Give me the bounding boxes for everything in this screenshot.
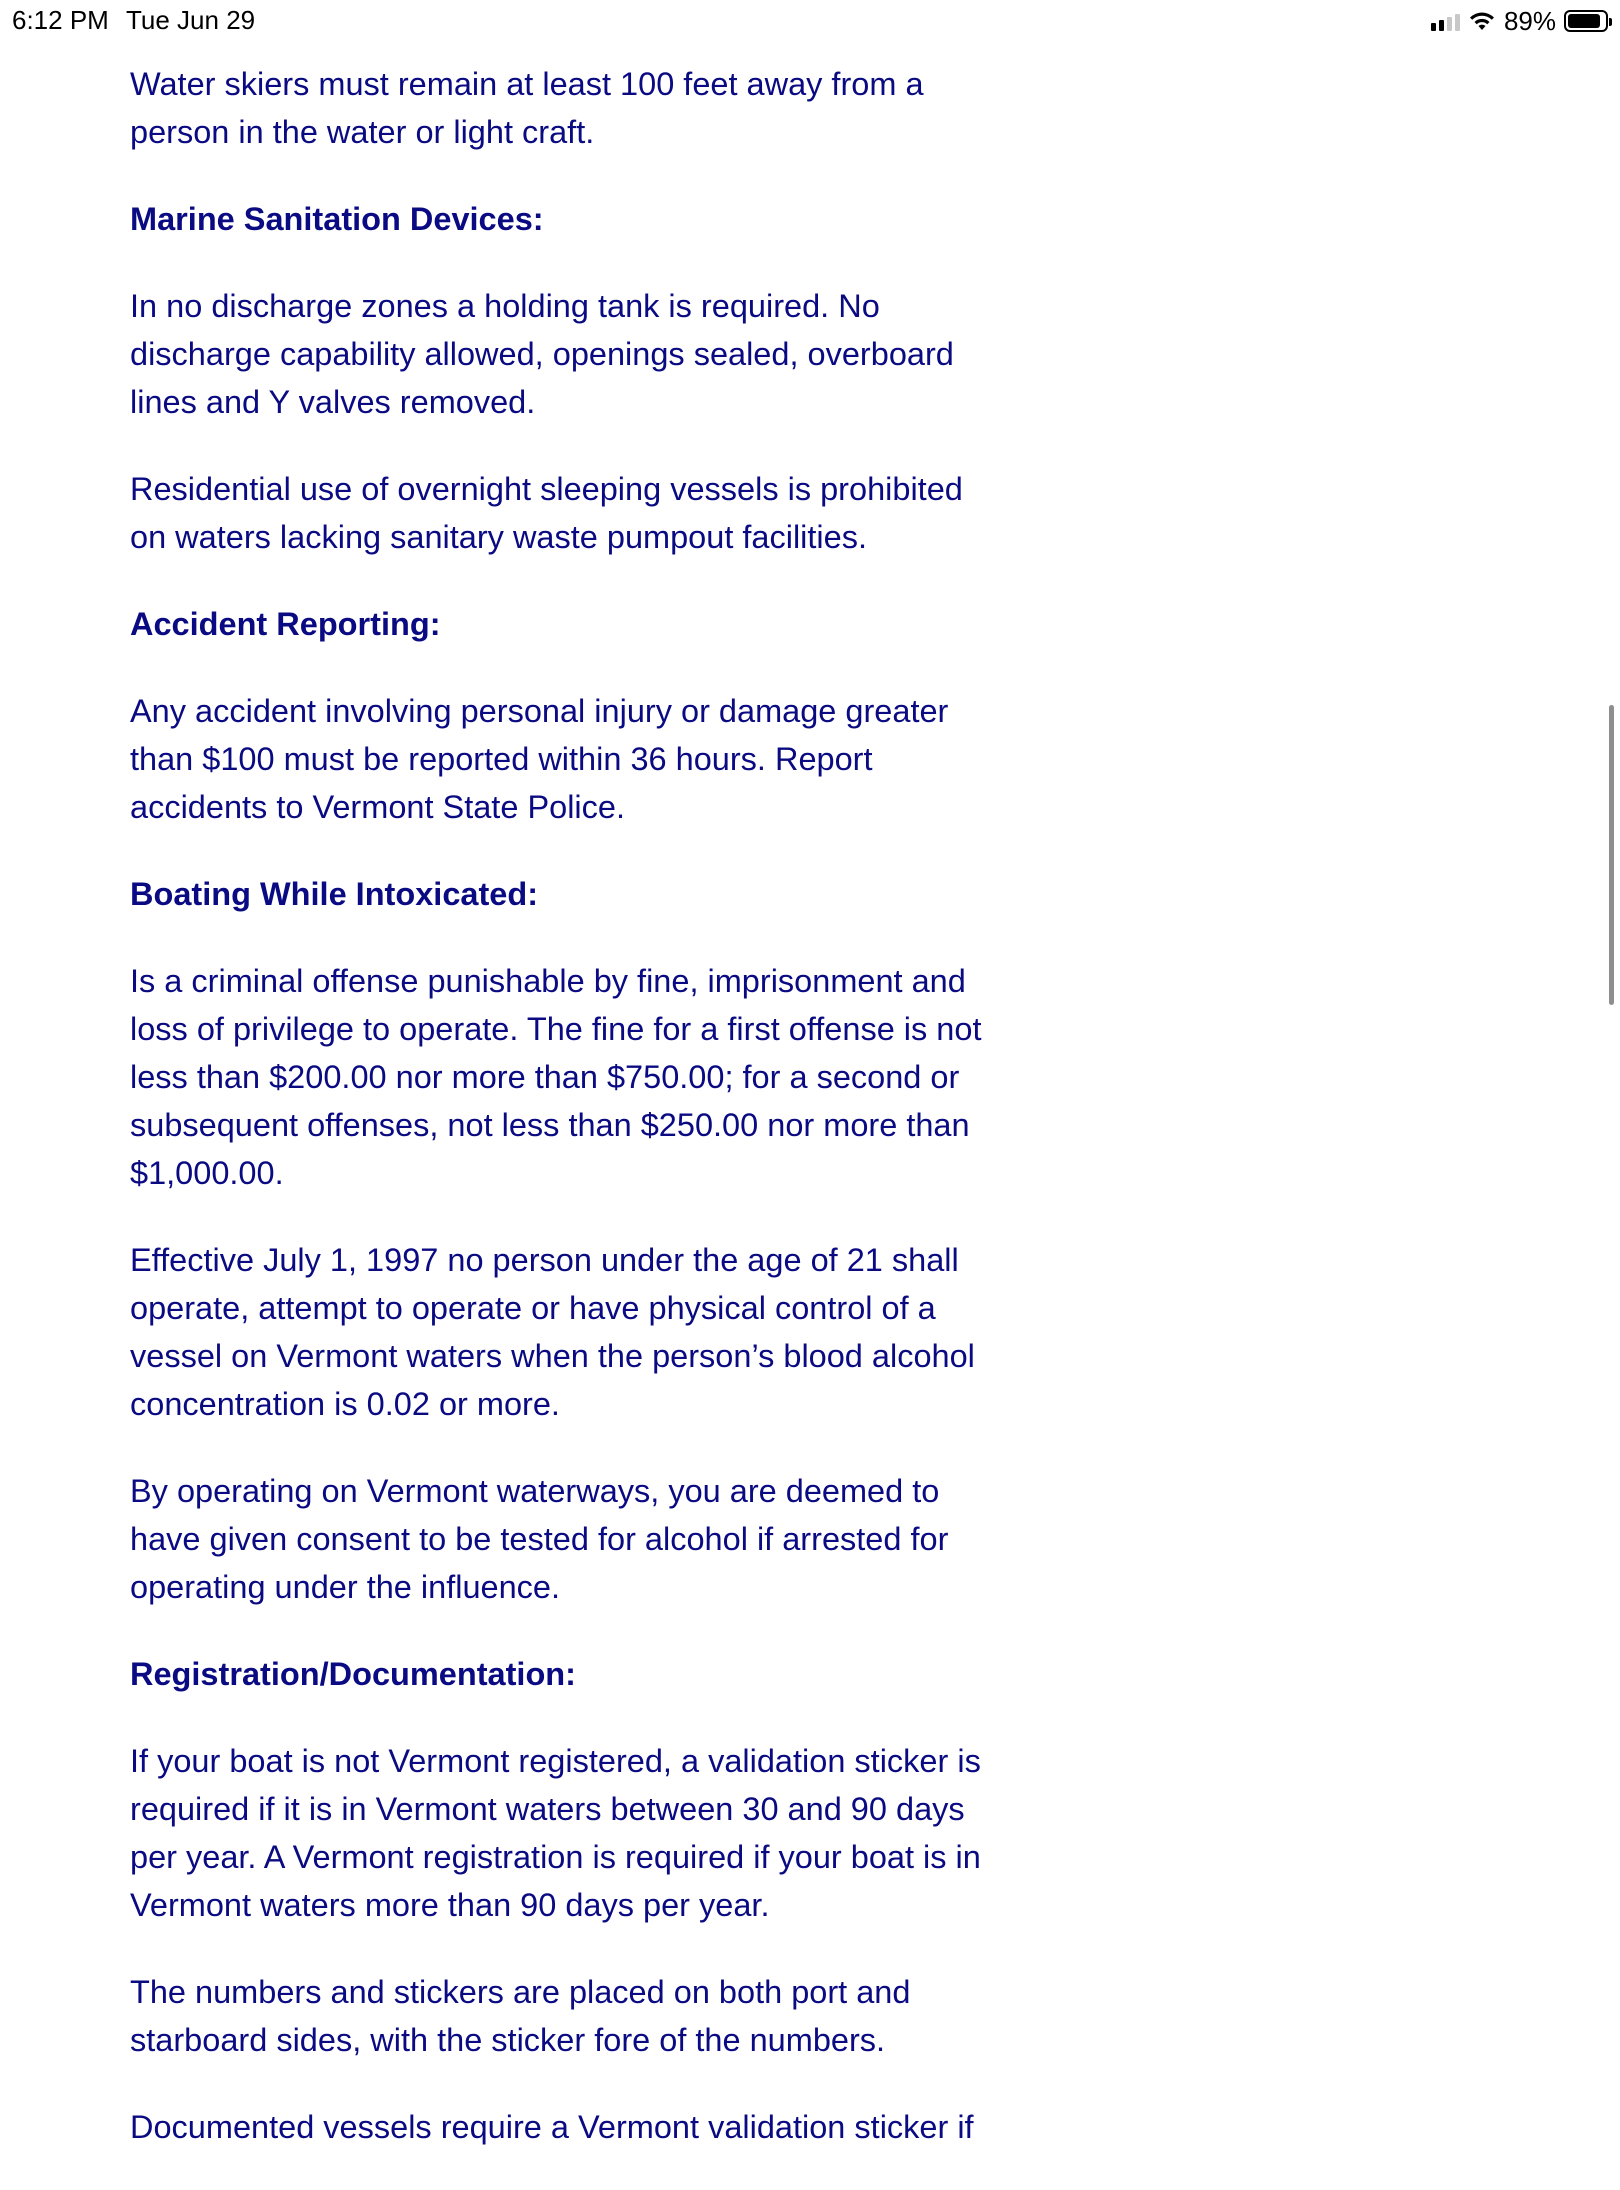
scrollbar-thumb[interactable] [1609, 705, 1614, 1005]
paragraph-water-skiers: Water skiers must remain at least 100 feet away from a person in the water or light craft. [130, 66, 924, 150]
heading-registration: Registration/Documentation: [130, 1656, 576, 1692]
wifi-icon [1468, 10, 1496, 32]
battery-percentage: 89% [1503, 6, 1556, 36]
status-indicators [1431, 6, 1608, 36]
paragraph-validation-sticker: If your boat is not Vermont registered, a validation sticker is required if it is in Vermont waters between 30 and 90 days per year. A Vermont registration is required if your boat is in Vermont waters more than 90 days per year. [130, 1743, 981, 1923]
status-date: Tue Jun 29 [126, 5, 256, 35]
paragraph-bwi-under-21: Effective July 1, 1997 no person under the age of 21 shall operate, attempt to operate or have physical control of a vessel on Vermont waters when the person’s blood alcohol concentration is 0.02 or more. [130, 1242, 975, 1422]
paragraph-accident-reporting: Any accident involving personal injury or damage greater than $100 must be reported within 36 hours. Report accidents to Vermont State Police. [130, 693, 949, 825]
status-time: 6:12 PM [12, 5, 109, 35]
heading-marine-sanitation: Marine Sanitation Devices: [130, 201, 544, 237]
heading-boating-while-intoxicated: Boating While Intoxicated: [130, 876, 539, 912]
paragraph-bwi-penalties: Is a criminal offense punishable by fine, imprisonment and loss of privilege to operate. The fine for a first offense is not less than $200.00 nor more than $750.00; for a second or subsequent offenses, not less than $250.00 nor more than $1,000.00. [130, 963, 982, 1191]
paragraph-residential-use: Residential use of overnight sleeping vessels is prohibited on waters lacking sanitary waste pumpout facilities. [130, 471, 963, 555]
cellular-signal-icon [1431, 11, 1460, 31]
paragraph-bwi-consent: By operating on Vermont waterways, you are deemed to have given consent to be tested for alcohol if arrested for operating under the influence. [130, 1473, 949, 1605]
battery-icon [1564, 10, 1608, 32]
paragraph-documented-vessels: Documented vessels require a Vermont validation sticker if [130, 2109, 974, 2145]
paragraph-holding-tank: In no discharge zones a holding tank is required. No discharge capability allowed, openings sealed, overboard lines and Y valves removed. [130, 288, 954, 420]
article-content [130, 60, 1000, 2190]
status-bar [0, 0, 1620, 40]
paragraph-numbers-stickers: The numbers and stickers are placed on both port and starboard sides, with the sticker fore of the numbers. [130, 1974, 911, 2058]
heading-accident-reporting: Accident Reporting: [130, 606, 441, 642]
